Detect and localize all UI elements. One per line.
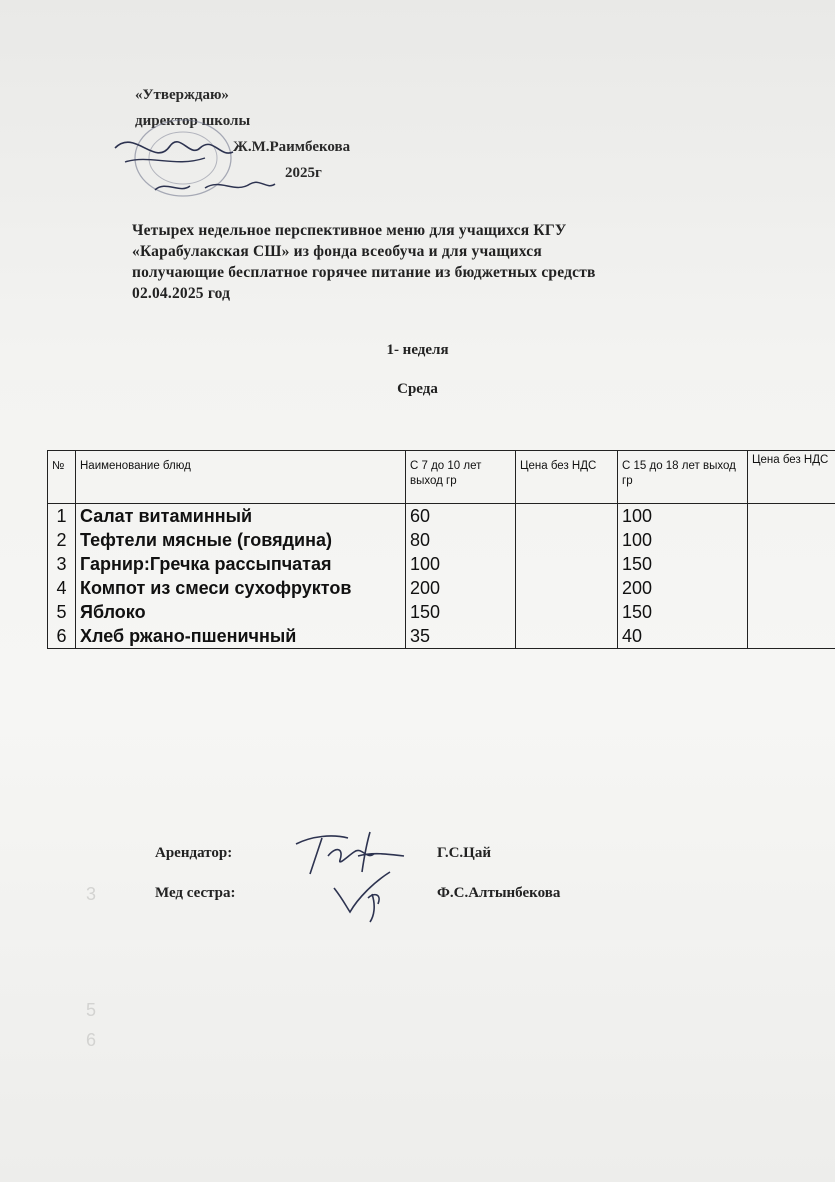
price-cell — [748, 504, 835, 529]
price-cell — [516, 576, 618, 600]
show-through-mark: 6 — [86, 1030, 97, 1050]
row-num: 4 — [48, 576, 76, 600]
nurse-name: Ф.С.Алтынбекова — [437, 885, 561, 901]
header-price: Цена без НДС — [748, 451, 835, 504]
portion-old: 40 — [618, 624, 748, 649]
portion-old: 200 — [618, 576, 748, 600]
nurse-signature — [328, 868, 418, 926]
portion-young: 35 — [406, 624, 516, 649]
dish-name: Салат витаминный — [76, 504, 406, 529]
dish-name: Хлеб ржано-пшеничный — [76, 624, 406, 649]
portion-young: 80 — [406, 528, 516, 552]
title-date: 02.04.2025 год — [132, 285, 231, 302]
table-row — [48, 600, 835, 624]
header-price: Цена без НДС — [516, 451, 618, 504]
day-label: Среда — [397, 381, 438, 397]
table-row — [48, 576, 835, 600]
show-through-mark: 5 — [86, 1000, 97, 1020]
row-num: 6 — [48, 624, 76, 649]
portion-young: 60 — [406, 504, 516, 529]
approval-heading: «Утверждаю» — [135, 87, 229, 103]
price-cell — [516, 552, 618, 576]
week-label: 1- неделя — [386, 342, 449, 358]
approval-director-name: Ж.М.Раимбекова — [233, 139, 351, 155]
header-num: № — [48, 451, 76, 504]
price-cell — [516, 600, 618, 624]
row-num: 5 — [48, 600, 76, 624]
document-title — [132, 220, 772, 304]
header-name: Наименование блюд — [76, 451, 406, 504]
header-portion-old: С 15 до 18 лет выход гр — [618, 451, 748, 504]
table-row — [48, 624, 835, 649]
portion-old: 100 — [618, 528, 748, 552]
dish-name: Гарнир:Гречка рассыпчатая — [76, 552, 406, 576]
portion-old: 150 — [618, 552, 748, 576]
nurse-role: Мед сестра: — [155, 885, 236, 901]
portion-young: 200 — [406, 576, 516, 600]
menu-table — [47, 450, 835, 649]
portion-young: 100 — [406, 552, 516, 576]
price-cell — [516, 528, 618, 552]
tenant-role: Арендатор: — [155, 845, 233, 861]
table-row — [48, 552, 835, 576]
title-line: получающие бесплатное горячее питание из бюджетных средств — [132, 264, 596, 281]
header-portion-young: С 7 до 10 лет выход гр — [406, 451, 516, 504]
title-line: «Карабулакская СШ» из фонда всеобуча и для учащихся — [132, 243, 542, 260]
director-stamp-signature — [95, 118, 285, 213]
show-through-mark: 3 — [86, 884, 97, 904]
dish-name: Компот из смеси сухофруктов — [76, 576, 406, 600]
price-cell — [516, 504, 618, 529]
price-cell — [748, 600, 835, 624]
table-header-row — [48, 451, 835, 504]
approval-year: 2025г — [285, 165, 322, 181]
price-cell — [748, 528, 835, 552]
dish-name: Яблоко — [76, 600, 406, 624]
portion-old: 100 — [618, 504, 748, 529]
table-row — [48, 504, 835, 529]
price-cell — [748, 624, 835, 649]
table-row — [48, 528, 835, 552]
dish-name: Тефтели мясные (говядина) — [76, 528, 406, 552]
row-num: 3 — [48, 552, 76, 576]
approval-position: директор школы — [135, 113, 251, 129]
price-cell — [516, 624, 618, 649]
portion-old: 150 — [618, 600, 748, 624]
tenant-name: Г.С.Цай — [437, 845, 491, 861]
price-cell — [748, 552, 835, 576]
portion-young: 150 — [406, 600, 516, 624]
title-line: Четырех недельное перспективное меню для учащихся КГУ — [132, 222, 567, 239]
row-num: 1 — [48, 504, 76, 529]
row-num: 2 — [48, 528, 76, 552]
price-cell — [748, 576, 835, 600]
